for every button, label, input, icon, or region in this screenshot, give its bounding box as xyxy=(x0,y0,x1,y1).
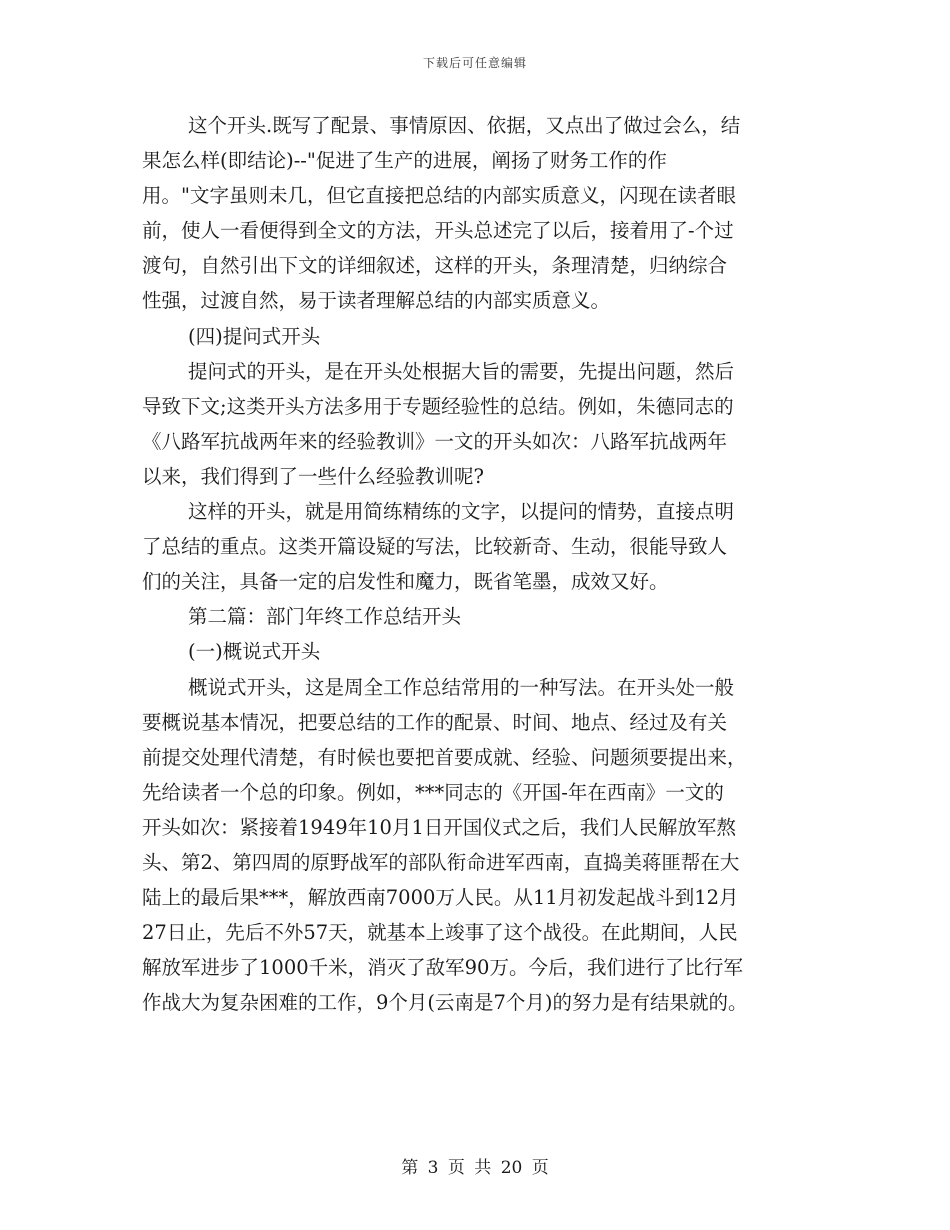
text-line: 先给读者一个总的印象。例如，***同志的《开国-年在西南》一文的 xyxy=(142,780,724,804)
text-line: 性强，过渡自然，易于读者理解总结的内部实质意义。 xyxy=(142,289,611,313)
text-line: 了总结的重点。这类开篇设疑的写法，比较新奇、生动，很能导致人 xyxy=(142,535,728,559)
text-line: 以来，我们得到了一些什么经验教训呢? xyxy=(142,464,484,488)
text-line: 开头如次：紧接着1949年10月1日开国仪式之后，我们人民解放军熬 xyxy=(142,815,736,839)
text-line: 渡句，自然引出下文的详细叙述，这样的开头，条理清楚，归纳综合 xyxy=(142,254,728,278)
text-line: 们的关注，具备一定的启发性和魔力，既省笔墨，成效又好。 xyxy=(142,570,669,594)
page-header: 下载后可任意编辑 xyxy=(422,56,527,70)
text-line: 作战大为复杂困难的工作，9个月(云南是7个月)的努力是有结果就的。 xyxy=(142,991,748,1015)
text-line: 陆上的最后果***，解放西南7000万人民。从11月初发起战斗到12月 xyxy=(142,886,739,910)
text-line: 第二篇：部门年终工作总结开头 xyxy=(188,605,462,629)
text-line: 头、第2、第四周的原野战军的部队衔命进军西南，直捣美蒋匪帮在大 xyxy=(142,850,740,874)
text-line: (四)提问式开头 xyxy=(188,324,321,348)
document-body xyxy=(142,108,822,1020)
text-line: 解放军进步了1000千米，消灭了敌军90万。今后，我们进行了比行军 xyxy=(142,956,743,980)
text-line: 果怎么样(即结论)--"促进了生产的进展，阐扬了财务工作的作 xyxy=(142,149,667,173)
page-number-footer: 第 3 页 共 20 页 xyxy=(401,1158,549,1178)
text-line: 要概说基本情况，把要总结的工作的配景、时间、地点、经过及有关 xyxy=(142,710,728,734)
text-line: 前提交处理代清楚，有时候也要把首要成就、经验、问题须要提出来， xyxy=(142,745,747,769)
text-line: 27日止，先后不外57天，就基本上竣事了这个战役。在此期间，人民 xyxy=(142,921,738,945)
text-line: 导致下文;这类开头方法多用于专题经验性的总结。例如，朱德同志的 xyxy=(142,394,734,418)
text-line: 提问式的开头，是在开头处根据大旨的需要，先提出问题，然后 xyxy=(188,359,735,383)
text-line: 前，使人一看便得到全文的方法，开头总述完了以后，接着用了-个过 xyxy=(142,219,734,243)
text-line: 《八路军抗战两年来的经验教训》一文的开头如次：八路军抗战两年 xyxy=(142,429,728,453)
text-line: 这样的开头，就是用简练精练的文字，以提问的情势，直接点明 xyxy=(188,500,735,524)
text-line: 概说式开头，这是周全工作总结常用的一种写法。在开头处一般 xyxy=(188,675,735,699)
text-line: 用。"文字虽则未几，但它直接把总结的内部实质意义，闪现在读者眼 xyxy=(142,184,736,208)
text-line: (一)概说式开头 xyxy=(188,640,321,664)
text-line: 这个开头.既写了配景、事情原因、依据，又点出了做过会么，结 xyxy=(188,114,741,137)
